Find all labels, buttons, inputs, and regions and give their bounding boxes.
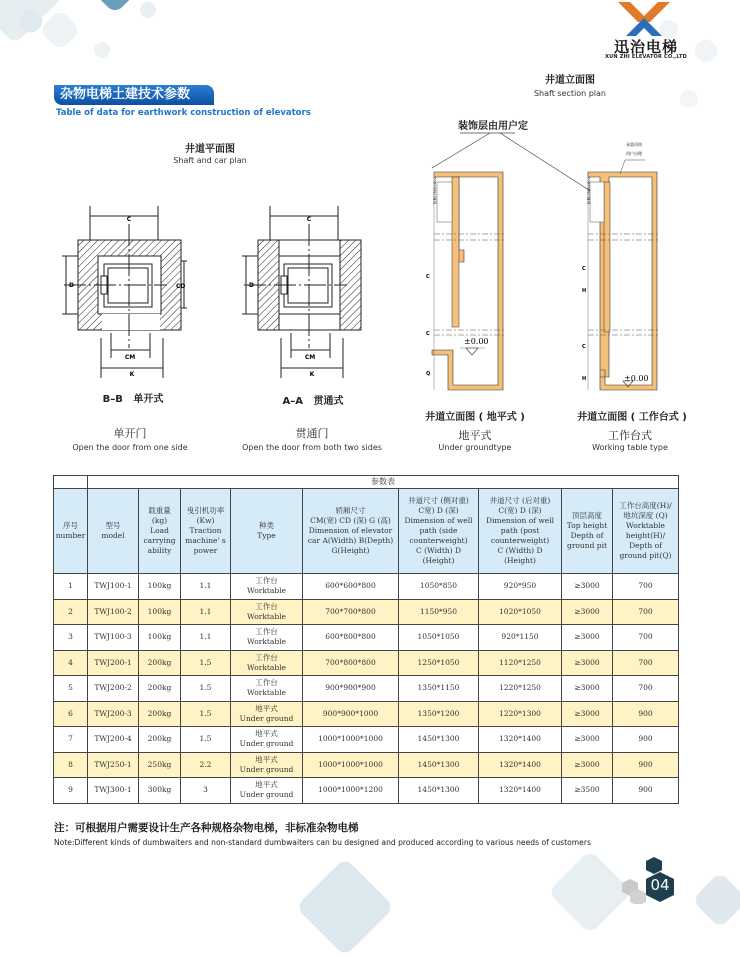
cell-side: 1150*950 [399,599,479,625]
cell-type [231,701,303,727]
background-decoration [296,858,395,957]
cell-top: ≥3000 [562,599,613,625]
cell-model: TWJ200-1 [88,650,139,676]
cell-power: 1.1 [181,625,231,651]
type-en: Worktable [247,586,286,596]
cell-type [231,599,303,625]
dim-label-h: H [582,288,587,294]
cell-type [231,778,303,804]
cell-no: 3 [54,625,88,651]
plan-left-caption-cn: 单开门 [113,427,147,440]
cell-pit: 700 [613,599,679,625]
type-en: Under ground [239,739,294,749]
cell-car: 600*800*800 [303,625,399,651]
callout-small-2: 用户自理 [626,151,642,156]
table-row [54,650,679,676]
dim-label-c: C [426,331,430,337]
cell-post: 920*1150 [479,625,562,651]
cell-car: 1000*1000*1200 [303,778,399,804]
cell-power: 1.1 [181,574,231,600]
cell-car: 900*900*900 [303,676,399,702]
background-decoration [137,0,160,21]
zero-level-label: ±0.00 [464,337,489,346]
column-header: 序号 number [54,489,88,574]
section-right-caption-cn: 工作台式 [608,429,652,442]
shaft-right [582,141,660,390]
cell-model: TWJ300-1 [88,778,139,804]
plan-drawing-through-door [242,198,367,383]
cell-car: 1000*1000*1000 [303,752,399,778]
cell-load: 100kg [139,599,181,625]
cell-post: 1220*1300 [479,701,562,727]
cell-power: 2.2 [181,752,231,778]
dim-label-d: D [69,282,74,289]
cell-side: 1050*850 [399,574,479,600]
cell-pit: 700 [613,625,679,651]
note-en: Note:Different kinds of dumbwaiters and non-standard dumbwaiters can bu designed and produced according to various needs of customers [54,838,591,847]
table-row [54,727,679,753]
cell-car: 700*800*800 [303,650,399,676]
type-en: Worktable [247,662,286,672]
column-header: 载重量 (kg) Load carrying ability [139,489,181,574]
column-header: 轿厢尺寸 CM(宽) CD (深) G (高) Dimension of elevator car A(Width) B(Depth) G(Height) [303,489,399,574]
table-row [54,701,679,727]
table-corner-cell [54,476,88,489]
table-row [54,676,679,702]
background-decoration [91,39,114,62]
type-cn: 工作台 [255,678,278,688]
plan-title-cn: 井道平面图 [185,144,235,155]
type-cn: 地平式 [255,754,278,764]
type-en: Worktable [247,637,286,647]
cell-type [231,727,303,753]
type-cn: 工作台 [255,576,278,586]
cell-car: 1000*1000*1000 [303,727,399,753]
cell-pit: 700 [613,574,679,600]
cell-load: 100kg [139,574,181,600]
cell-post: 1320*1400 [479,727,562,753]
section-right-caption-en: Working table type [592,443,668,452]
cell-type [231,752,303,778]
cell-no: 2 [54,599,88,625]
cell-top: ≥3000 [562,625,613,651]
type-cn: 地平式 [255,703,278,713]
column-header: 顶层高度 Top height Depth of ground pit [562,489,613,574]
cell-load: 250kg [139,752,181,778]
cell-post: 920*950 [479,574,562,600]
cell-power: 3 [181,778,231,804]
table-row [54,574,679,600]
table-row [54,625,679,651]
cell-no: 8 [54,752,88,778]
column-header: 井道尺寸 (后对重) C(宽) D (深) Dimension of well path (post counterweight) C (Width) D (Height) [479,489,562,574]
dim-label-h: H [582,376,587,382]
cell-post: 1320*1400 [479,752,562,778]
parameter-table [53,475,679,804]
cell-top: ≥3000 [562,727,613,753]
cell-power: 1.5 [181,676,231,702]
table-row [54,778,679,804]
cell-model: TWJ200-4 [88,727,139,753]
dim-label-cm: CM [124,354,136,361]
cell-power: 1.1 [181,599,231,625]
type-cn: 地平式 [255,780,278,790]
page-subtitle: Table of data for earthwork construction of elevators [56,108,311,118]
zero-level-label: ±0.00 [624,374,649,383]
cell-load: 100kg [139,625,181,651]
cell-model: TWJ200-2 [88,676,139,702]
inspection-door-label: 检修口800×800 [433,177,437,204]
cell-load: 200kg [139,676,181,702]
column-header: 井道尺寸 (侧对重) C宽) D (深) Dimension of well path (side counterweight) C (Width) D (Height) [399,489,479,574]
type-cn: 工作台 [255,601,278,611]
cell-model: TWJ200-3 [88,701,139,727]
plan-right-section-label: A–A 贯通式 [282,396,344,407]
cell-post: 1320*1400 [479,778,562,804]
cell-pit: 700 [613,650,679,676]
plan-left-caption-en: Open the door from one side [72,443,188,452]
cell-side: 1050*1050 [399,625,479,651]
cell-no: 9 [54,778,88,804]
shaft-left [426,172,505,390]
type-cn: 工作台 [255,652,278,662]
table-header-row [54,489,679,574]
cell-side: 1350*1150 [399,676,479,702]
cell-type [231,625,303,651]
dim-label-c: C [306,216,312,223]
cell-no: 6 [54,701,88,727]
table-row [54,752,679,778]
type-cn: 地平式 [255,729,278,739]
dim-label-c: C [582,266,586,272]
cell-side: 1250*1050 [399,650,479,676]
background-decoration [676,86,701,111]
cell-load: 200kg [139,701,181,727]
cell-top: ≥3000 [562,752,613,778]
cell-post: 1220*1250 [479,676,562,702]
company-name-en: XUN ZHI ELEVATOR CO.,LTD [605,54,687,60]
dim-label-c: C [126,216,132,223]
cell-side: 1450*1300 [399,727,479,753]
background-decoration [692,872,740,929]
cell-top: ≥3000 [562,676,613,702]
cell-no: 1 [54,574,88,600]
type-cn: 工作台 [255,627,278,637]
cell-load: 200kg [139,650,181,676]
cell-load: 200kg [139,727,181,753]
column-header: 曳引机功率 (Kw) Traction machine' s power [181,489,231,574]
section-left-name: 井道立面图 ( 地平式 ) [425,412,525,423]
background-decoration [39,9,81,51]
dim-label-d: D [249,282,254,289]
dim-label-q: Q [426,371,431,377]
type-en: Worktable [247,688,286,698]
page-title: 杂物电梯土建技术参数 [54,85,214,105]
plan-right-caption-en: Open the door from both two sides [242,443,382,452]
cell-car: 600*600*800 [303,574,399,600]
cell-top: ≥3000 [562,650,613,676]
cell-model: TWJ100-3 [88,625,139,651]
cell-no: 4 [54,650,88,676]
section-left-caption-cn: 地平式 [458,429,492,442]
cell-type [231,574,303,600]
callout-small-1: 承重吊钩 [626,142,642,147]
cell-power: 1.5 [181,701,231,727]
cell-side: 1350*1200 [399,701,479,727]
table-group-header: 参数表 [88,476,679,489]
company-logo [612,2,676,36]
cell-post: 1020*1050 [479,599,562,625]
dim-label-k: K [309,371,315,378]
type-en: Worktable [247,611,286,621]
cell-pit: 900 [613,778,679,804]
cell-model: TWJ100-1 [88,574,139,600]
page-number: 04 [650,876,670,894]
plan-drawing-single-door [62,198,187,383]
cell-side: 1450*1300 [399,752,479,778]
inspection-door-label: 检修口800×800 [587,177,591,204]
company-name-cn: 迅治电梯 [613,38,678,56]
section-drawing [420,130,680,405]
section-title-en: Shaft section plan [533,89,607,98]
dim-label-k: K [129,371,135,378]
background-decoration [94,0,136,14]
table-row [54,599,679,625]
cell-type [231,676,303,702]
background-decoration [690,35,721,66]
column-header: 工作台高度(H)/ 地坑深度 (Q) Worktable height(H)/ Depth of ground pit(Q) [613,489,679,574]
cell-pit: 900 [613,727,679,753]
type-en: Under ground [239,713,294,723]
cell-model: TWJ100-2 [88,599,139,625]
note-cn: 注：可根据用户需要设计生产各种规格杂物电梯，非标准杂物电梯 [54,822,359,834]
type-en: Under ground [239,764,294,774]
column-header: 型号 model [88,489,139,574]
cell-top: ≥3000 [562,701,613,727]
cell-no: 7 [54,727,88,753]
cell-top: ≥3000 [562,574,613,600]
plan-left-section-label: B–B 单开式 [102,394,164,405]
cell-model: TWJ250-1 [88,752,139,778]
cell-type [231,650,303,676]
cell-post: 1120*1250 [479,650,562,676]
section-title-cn: 井道立面图 [545,75,595,86]
cell-power: 1.5 [181,727,231,753]
column-header: 种类 Type [231,489,303,574]
cell-power: 1.5 [181,650,231,676]
plan-title-en: Shaft and car plan [173,156,247,165]
cell-car: 900*900*1000 [303,701,399,727]
plan-right-caption-cn: 贯通门 [295,427,329,440]
dim-label-cd: CD [176,283,186,290]
cell-top: ≥3500 [562,778,613,804]
cell-no: 5 [54,676,88,702]
section-callout: 装饰层由用户定 [458,121,528,132]
type-en: Under ground [239,790,294,800]
dim-label-cm: CM [304,354,316,361]
cell-pit: 900 [613,701,679,727]
cell-pit: 900 [613,752,679,778]
dim-label-c: C [426,274,430,280]
cell-load: 300kg [139,778,181,804]
section-right-name: 井道立面图 ( 工作台式 ) [577,412,687,423]
section-left-caption-en: Under groundtype [438,443,512,452]
dim-label-c: C [582,344,586,350]
cell-car: 700*700*800 [303,599,399,625]
cell-pit: 700 [613,676,679,702]
cell-side: 1450*1300 [399,778,479,804]
